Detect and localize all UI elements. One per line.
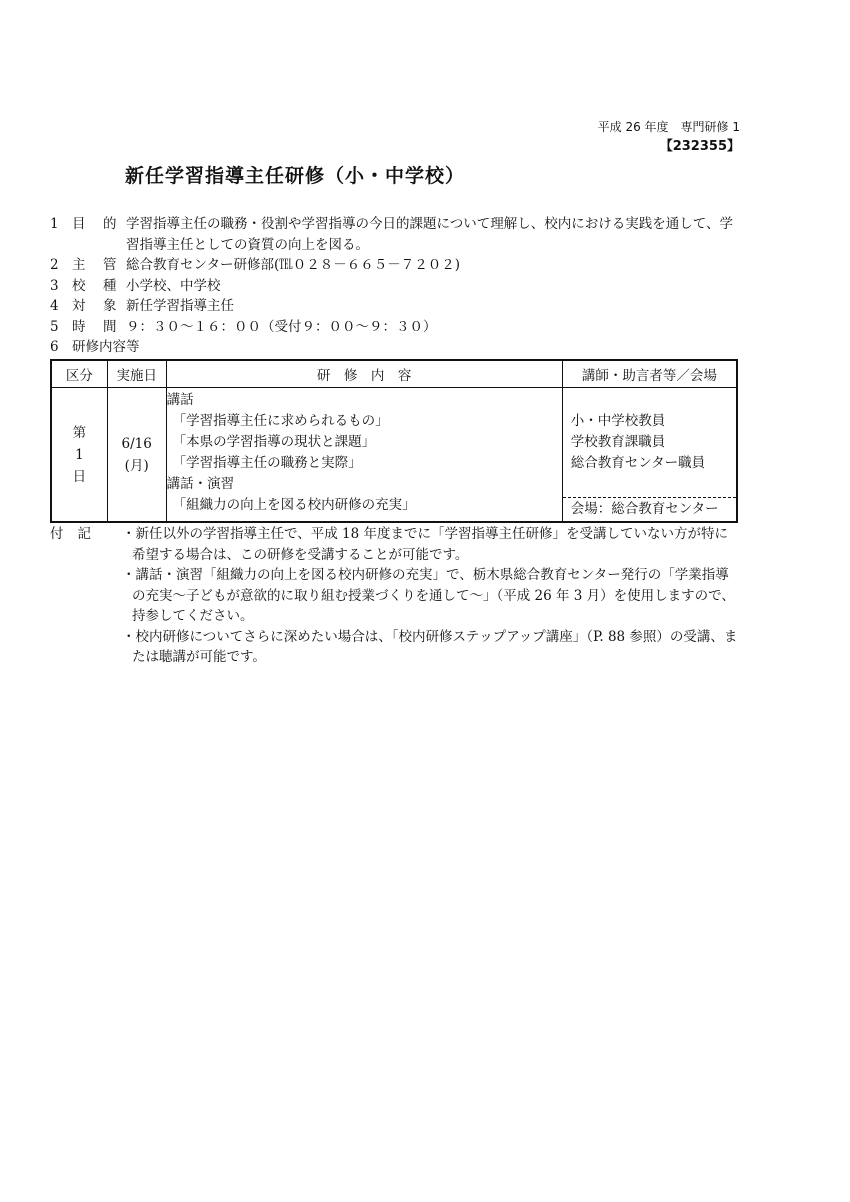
note-item: ・講話・演習「組織力の向上を図る校内研修の充実」で、栃木県総合教育センター発行の「学業指導の充実～子どもが意欲的に取り組む授業づくりを通して～」（平成 26 年 3 月）を使用しますので、持参してください。 [122,567,735,624]
lecturer-list [563,388,736,497]
outline-item-purpose [50,214,740,255]
day-number: 1 [75,446,84,463]
lecturer-item: 総合教育センター職員 [570,455,706,471]
page-title: 新任学習指導主任研修（小・中学校） [125,165,466,187]
item-number: 2 [50,257,59,273]
item-body: 総合教育センター研修部(℡０２８－６６５－７２０２) [126,257,460,273]
content-cell [166,388,562,523]
item-body: 新任学習指導主任 [126,298,234,314]
table-row [51,388,737,523]
item-label: 研修内容等 [72,339,140,355]
lecturer-item: 学校教育課職員 [570,434,666,450]
item-label: 主 管 [72,257,119,273]
note-item: ・新任以外の学習指導主任で、平成 18 年度までに「学習指導主任研修」を受講していない方が特に希望する場合は、この研修を受講することが可能です。 [122,526,728,563]
header-lecturer: 講師・助言者等／会場 [562,360,737,388]
outline-item-organizer [50,255,740,276]
fiscal-year-line: 平成 26 年度 専門研修 1 [597,120,740,134]
item-number: 5 [50,318,59,335]
content-topic: 「本県の学習指導の現状と課題」 [172,434,376,450]
notes-section [50,524,740,668]
note-item: ・校内研修についてさらに深めたい場合は、「校内研修ステップアップ講座」（P. 88 参照）の受講、または聴講が可能です。 [122,628,738,665]
date-cell [107,388,166,523]
item-number: 6 [50,339,59,355]
outline-item-target [50,296,740,317]
course-code: 【232355】 [659,139,740,154]
weekday-value: (月) [124,457,149,474]
lecturer-item: 小・中学校教員 [570,413,666,429]
content-topic: 「学習指導主任の職務と実際」 [172,455,362,471]
item-number: 4 [50,298,59,314]
date-value: 6/16 [121,435,152,452]
header-date: 実施日 [107,360,166,388]
item-label: 校 種 [72,277,119,294]
day-cell [51,388,107,523]
lecturer-cell [562,388,737,523]
venue-text: 会場：総合教育センター [563,497,736,521]
table-header-row [51,360,737,388]
outline-item-contents [50,337,740,358]
day-char: 日 [72,468,87,485]
header-content: 研 修 内 容 [166,360,562,388]
content-topic: 「組織力の向上を図る校内研修の充実」 [172,497,416,513]
schedule-table [50,359,738,523]
item-number: 3 [50,277,59,294]
item-number: 1 [50,216,59,232]
outline-item-school-type [50,276,740,297]
header-category: 区分 [51,360,107,388]
item-body: 学習指導主任の職務・役割や学習指導の今日的課題について理解し、校内における実践を通して、学習指導主任としての資質の向上を図る。 [126,216,733,253]
outline-item-time [50,317,740,338]
content-heading: 講話 [166,392,194,408]
outline-list [50,214,740,358]
item-body: ９：３０～１６：００（受付９：００～９：３０） [126,318,437,335]
content-heading: 講話・演習 [166,476,235,492]
item-label: 対 象 [72,298,119,314]
notes-label: 付記 [50,526,105,542]
content-topic: 「学習指導主任に求められるもの」 [172,413,389,429]
day-char: 第 [72,424,87,441]
item-body: 小学校、中学校 [126,277,221,294]
document-header [598,118,740,156]
item-label: 目 的 [72,216,119,232]
item-label: 時 間 [72,318,119,335]
